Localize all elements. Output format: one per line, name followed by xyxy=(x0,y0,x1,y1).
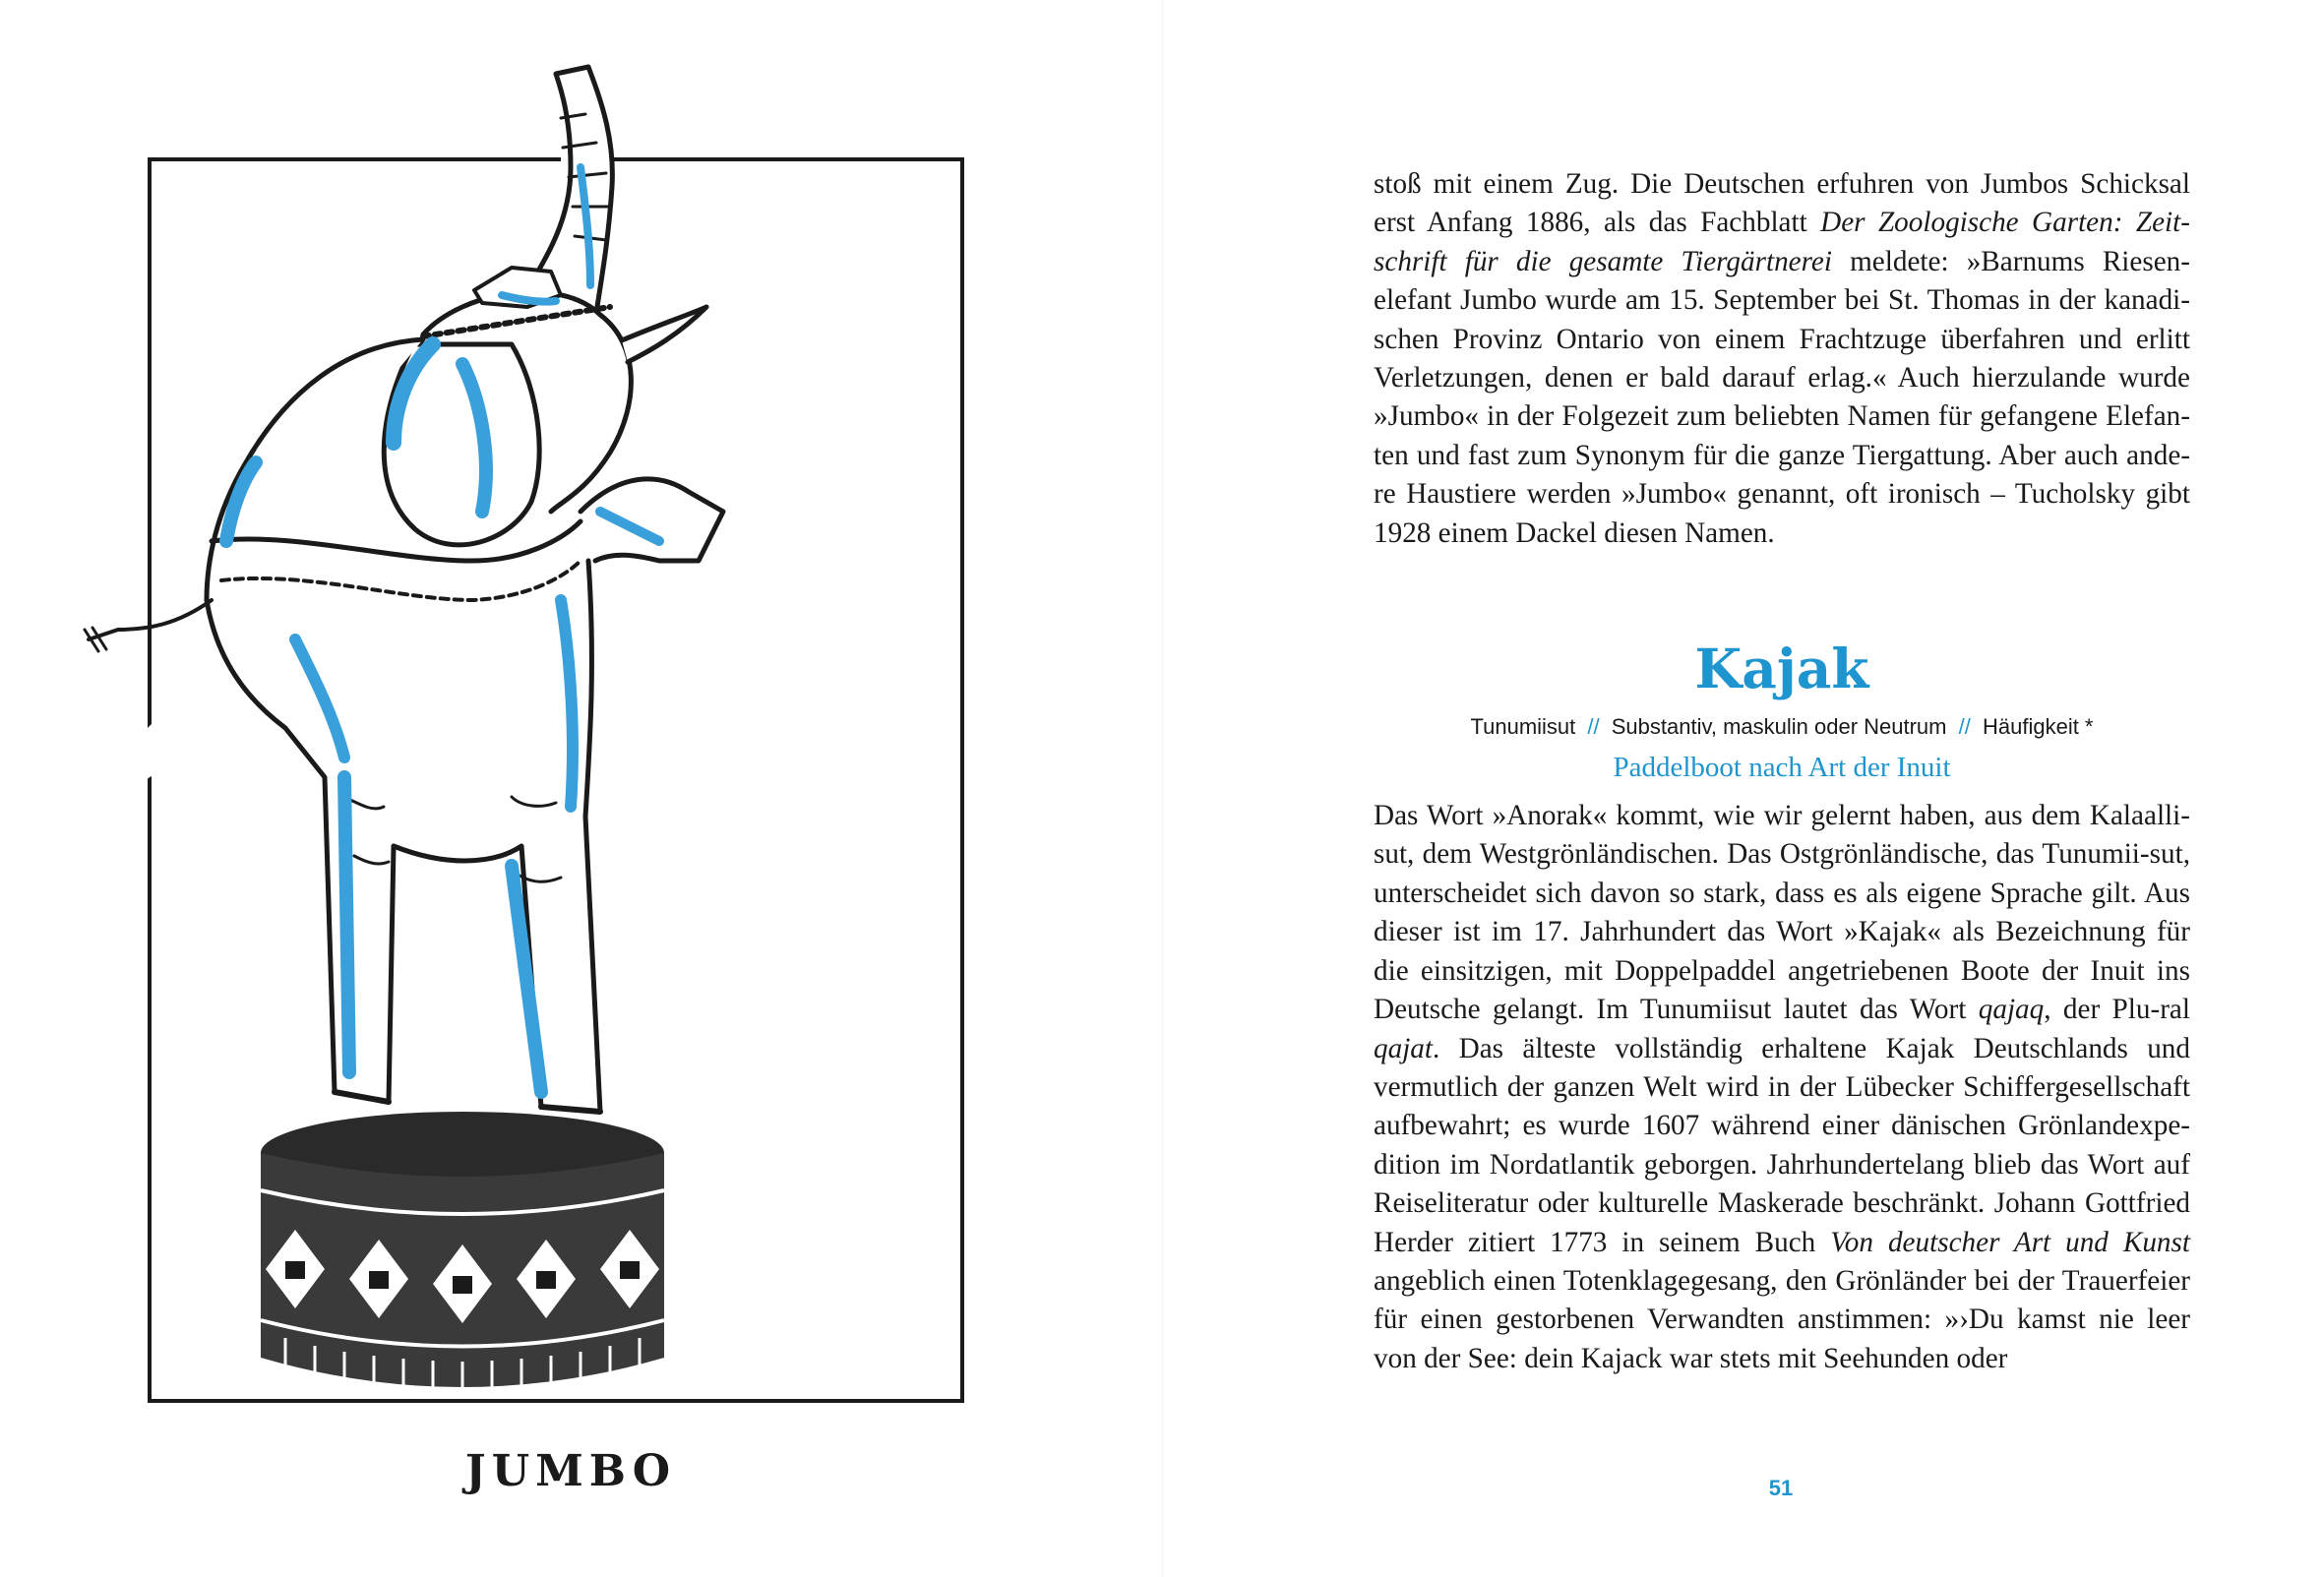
text-line: re Haustiere werden »Jumbo« genannt, oft ironisch – Tucholsky gibt xyxy=(1374,478,2190,511)
text-line: Verletzungen, denen er bald darauf erlag.« Auch hierzulande wurde xyxy=(1374,362,2190,394)
text-line: meldete: »Barnums Riesen- xyxy=(1831,245,2190,277)
page-number: 51 xyxy=(1768,1476,1794,1500)
text-line: »Jumbo« in der Folgezeit zum beliebten Namen für gefangene Elefan- xyxy=(1374,400,2190,433)
meta-separator: // xyxy=(1958,714,1971,740)
illustration-caption: JUMBO xyxy=(464,1446,677,1496)
italic-title: Von deutscher Art und Kunst xyxy=(1830,1226,2190,1258)
entry-origin: Tunumiisut xyxy=(1470,714,1576,740)
pedestal xyxy=(261,1112,664,1395)
text-line: schen Provinz Ontario von einem Frachtzuge überfahren und erlitt xyxy=(1374,323,2190,355)
text-segment: angeblich einen Totenklagegesang, den Grönländer bei der Trauerfeier für einen gestorbenen Verwandten anstimmen: »›Du kamst nie leer von der See: dein Kajack war stets mit Seehunden oder xyxy=(1374,1264,2190,1374)
text-segment: , der Plu-ral xyxy=(2044,994,2190,1026)
italic-title: schrift für die gesamte Tiergärtnerei xyxy=(1374,245,1832,277)
text-line: stoß mit einem Zug. Die Deutschen erfuhren von Jumbos Schicksal xyxy=(1374,168,2190,200)
entry-grammar: Substantiv, maskulin oder Neutrum xyxy=(1611,714,1947,740)
elephant-illustration xyxy=(49,49,1033,1426)
continued-paragraph xyxy=(1374,165,2190,553)
entry-frequency: Häufigkeit * xyxy=(1982,714,2094,740)
text-segment: . Das älteste vollständig erhaltene Kajak Deutschlands und vermutlich der ganzen Welt wird in der Lübecker Schiffergesellschaft aufbewahrt; es wurde 1607 während einer dänischen Grönlandexpe-dition im Nordatlantik geborgen. Jahrhundertelang blieb das Wort auf Reiseliteratur oder kulturelle Maskerade beschränkt. Johann Gottfried Herder zitiert 1773 in seinem Buch xyxy=(1374,1032,2190,1258)
italic-word: qajaq xyxy=(1978,994,2045,1026)
italic-word: qajat xyxy=(1374,1032,1433,1064)
entry-definition: Paddelboot nach Art der Inuit xyxy=(1613,752,1951,784)
entry-meta xyxy=(1374,712,2190,742)
text-column xyxy=(1374,165,2190,1378)
entry-title: Kajak xyxy=(1694,637,1869,701)
meta-separator: // xyxy=(1587,714,1600,740)
text-line: erst Anfang 1886, als das Fachblatt xyxy=(1374,207,1821,239)
text-line: 1928 einem Dackel diesen Namen. xyxy=(1374,516,1775,549)
text-line: ten und fast zum Synonym für die ganze Tiergattung. Aber auch ande- xyxy=(1374,439,2190,471)
page-gutter xyxy=(1162,0,1163,1577)
text-line: elefant Jumbo wurde am 15. September bei St. Thomas in der kanadi- xyxy=(1374,284,2190,317)
italic-title: Der Zoologische Garten: Zeit- xyxy=(1820,207,2190,239)
entry-body-paragraph xyxy=(1374,797,2190,1378)
text-segment: Das Wort »Anorak« kommt, wie wir gelernt haben, aus dem Kalaalli-sut, dem Westgrönländischen. Das Ostgrönländische, das Tunumii-sut, unterscheidet sich davon so stark, dass es als eigene Sprache gilt. Aus dieser ist im 17. Jahrhundert das Wort »Kajak« als Bezeichnung für die einsitzigen, mit Doppelpaddel angetriebenen Boote der Inuit ins Deutsche gelangt. Im Tunumiisut lautet das Wort xyxy=(1374,800,2190,1026)
